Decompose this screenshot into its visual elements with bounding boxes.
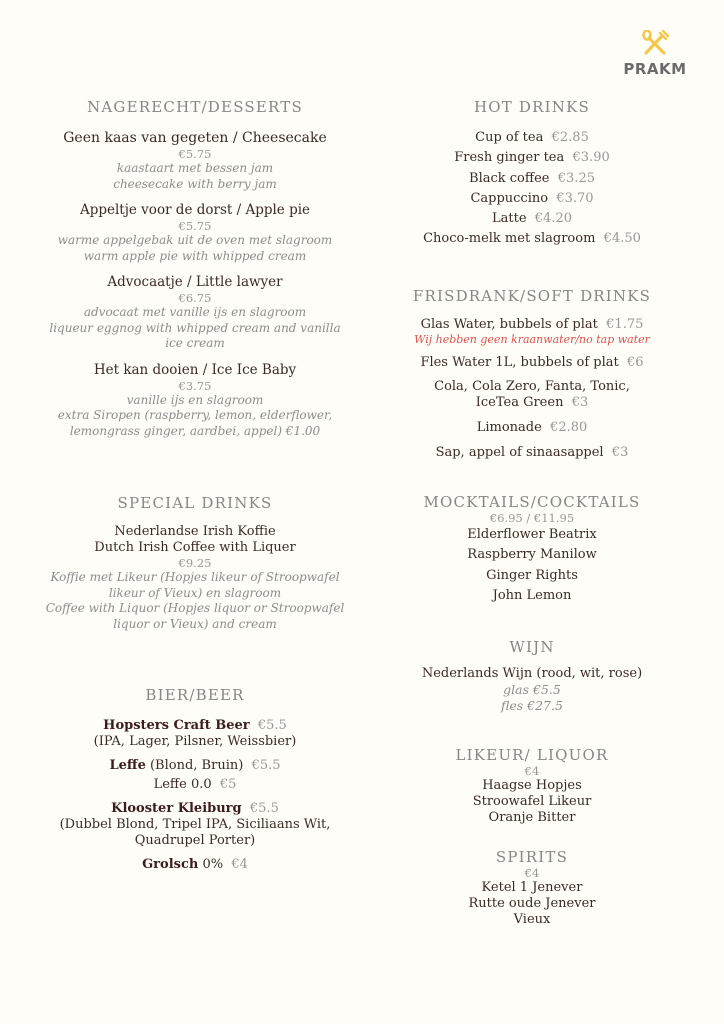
list-item: Raspberry Manilow [467,547,597,563]
item-price: €4.50 [603,231,641,247]
list-item: Stroowafel Likeur [472,794,592,809]
item-price: €6 [627,355,644,370]
item-price: €3.70 [556,190,594,206]
item-name: Klooster Kleiburg [111,801,242,816]
hot-drinks-section [400,98,664,250]
item-name: Black coffee [469,170,550,186]
item-name: Fresh ginger tea [454,150,565,166]
liquor-price: €4 [524,764,540,778]
menu-item [400,445,664,461]
liquor-section [400,746,664,826]
item-price: €4 [231,857,248,872]
item-desc-nl: kaastaart met bessen jam [116,161,274,175]
item-desc-en: extra Siropen (raspberry, lemon, elderflower, lemongrass ginger, aardbei, appel) €1.00 [57,408,333,438]
item-price: €9.25 [178,556,212,570]
item-name: Het kan dooien / Ice Ice Baby [93,361,297,378]
menu-item [400,148,664,168]
list-item: Ketel 1 Jenever [481,880,583,895]
menu-item [400,229,664,249]
item-name: Fles Water 1L, bubbels of plat [420,355,619,370]
section-heading: LIKEUR/ LIQUOR [455,746,609,764]
item-name: Choco-melk met slagroom [423,231,596,247]
list-item: Haagse Hopjes [482,778,582,793]
section-heading: WIJN [509,638,555,656]
item-name: Nederlands Wijn (rood, wit, rose) [421,666,643,681]
menu-item [400,355,664,371]
item-desc-nl: warme appelgebak uit de oven met slagroom [57,233,333,247]
item-desc-nl: advocaat met vanille ijs en slagroom [83,305,307,319]
item-name: Sap, appel of sinaasappel [435,445,604,460]
item-sub: (IPA, Lager, Pilsner, Weissbier) [93,734,297,749]
section-heading: SPIRITS [495,848,569,866]
item-name: Leffe 0.0 [153,777,212,792]
item-price: €5.75 [178,219,212,233]
wine-bottle-price: fles €27.5 [501,697,563,713]
list-item: Rutte oude Jenever [468,896,596,911]
menu-item [400,189,664,209]
menu-item [40,801,350,849]
item-variants: (Blond, Bruin) [149,758,244,773]
menu-item [400,420,664,436]
list-item: John Lemon [492,587,572,603]
item-name-2: IceTea Green [475,395,564,410]
item-name: Leffe [109,758,146,773]
item-name: Appeltje voor de dorst / Apple pie [79,202,311,218]
section-heading: MOCKTAILS/COCKTAILS [423,493,641,511]
item-suffix: 0% [202,857,224,872]
item-price: €6.75 [178,291,212,305]
section-heading: SPECIAL DRINKS [117,494,273,512]
desserts-section [40,98,350,439]
menu-item [40,274,350,352]
section-heading: FRISDRANK/SOFT DRINKS [412,287,652,305]
item-price: €4.20 [534,211,572,227]
item-price: €3.75 [178,378,212,393]
item-price: €3 [611,445,629,460]
item-desc-en: liqueur eggnog with whipped cream and vanilla ice cream [49,320,341,350]
menu-item [400,209,664,229]
section-heading: HOT DRINKS [473,98,590,116]
item-price: €2.85 [551,130,589,145]
list-item: Elderflower Beatrix [467,527,597,542]
menu-item [400,169,664,189]
special-drinks-section [40,494,350,632]
menu-item [40,857,350,873]
menu-item [400,379,664,411]
item-desc-nl: vanille ijs en slagroom [126,392,264,407]
wine-section [400,638,664,713]
spirits-price: €4 [524,866,540,880]
item-desc-en: cheesecake with berry jam [113,176,277,191]
logo-text: PRAKM [623,60,687,78]
item-desc-nl: Koffie met Likeur (Hopjes likeur of Stroopwafel likeur of Vieux) en slagroom [50,570,340,600]
item-name-en: Dutch Irish Coffee with Liquer [94,540,296,555]
item-desc-en: Coffee with Liquor (Hopjes liquor or Stroopwafel liquor or Vieux) and cream [45,601,345,631]
item-price: €5.5 [249,801,279,816]
section-heading: NAGERECHT/DESSERTS [87,98,303,116]
menu-item [40,718,350,750]
section-heading: BIER/BEER [145,686,245,704]
menu-item [400,317,664,333]
menu-item [40,758,350,793]
item-price: €5.75 [178,147,212,161]
item-name: Latte [491,211,527,227]
item-price: €1.75 [606,317,644,332]
item-name: Advocaatje / Little lawyer [107,274,283,290]
item-price: €5.5 [251,758,281,773]
wine-glass-price: glas €5.5 [503,682,561,697]
menu-item [400,128,664,148]
soft-drinks-section [400,287,664,461]
spirits-section [400,848,664,928]
cocktails-section [400,493,664,606]
item-desc-en: warm apple pie with whipped cream [83,248,307,263]
item-name: Limonade [476,420,542,435]
item-price: €3.25 [557,170,595,186]
fork-knife-icon [640,30,670,56]
no-tap-water-note: Wij hebben geen kraanwater/no tap water [414,333,650,346]
item-name: Cup of tea [475,130,544,145]
menu-item [40,130,350,192]
item-name: Grolsch [142,857,199,872]
item-sub: (Dubbel Blond, Tripel IPA, Siciliaans Wit, Quadrupel Porter) [59,817,331,848]
item-name: Cola, Cola Zero, Fanta, Tonic, [434,379,630,394]
list-item: Ginger Rights [486,567,578,583]
item-name: Cappuccino [470,190,549,206]
item-price: €5.5 [257,718,287,733]
menu-item [40,202,350,264]
menu-item [40,362,350,440]
list-item: Vieux [513,912,551,927]
item-name: Hopsters Craft Beer [103,718,250,733]
item-price: €5 [219,777,237,792]
logo [614,30,696,78]
list-item: Oranje Bitter [488,810,576,825]
item-name-nl: Nederlandse Irish Koffie [114,524,276,539]
beer-section [40,686,350,873]
item-price: €3.90 [572,150,610,166]
item-price: €3 [571,395,589,410]
item-price: €2.80 [550,420,588,435]
item-name: Glas Water, bubbels of plat [420,317,598,332]
cocktail-price: €6.95 / €11.95 [489,511,575,525]
item-name: Geen kaas van gegeten / Cheesecake [63,130,327,146]
